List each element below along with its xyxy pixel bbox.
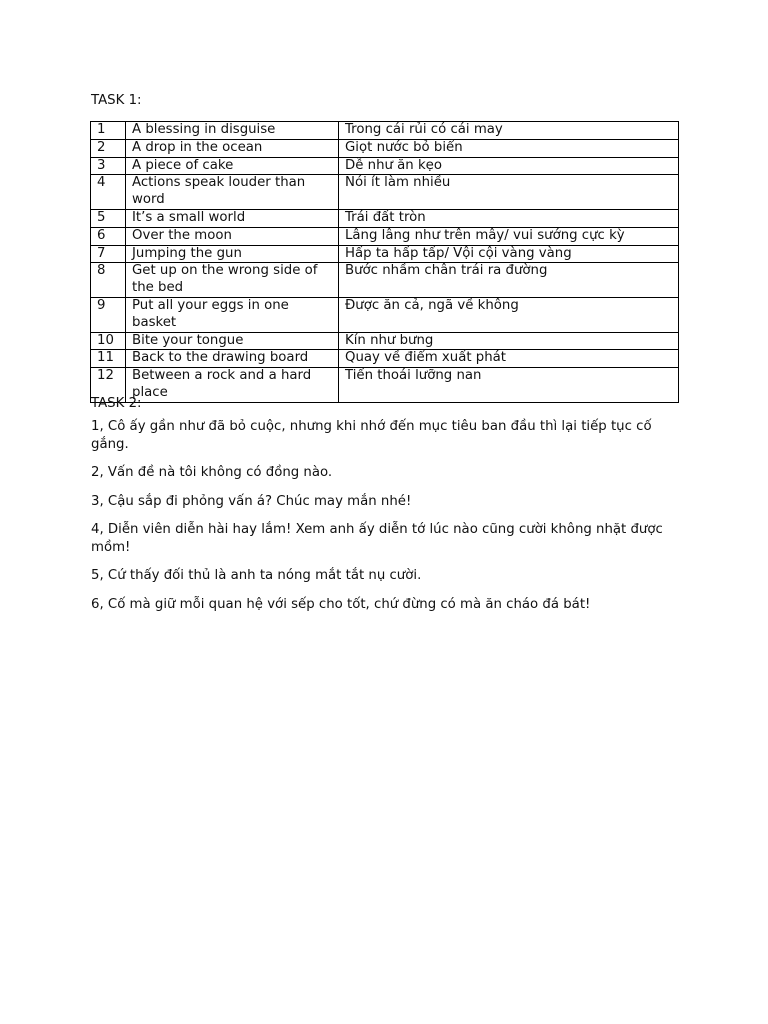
translation-sentence: 6, Cố mà giữ mỗi quan hệ với sếp cho tốt, chứ đừng có mà ăn cháo đá bát! <box>91 596 591 612</box>
english-idiom: It’s a small world <box>126 209 339 227</box>
row-number: 5 <box>91 209 126 227</box>
vietnamese-meaning: Hấp ta hấp tấp/ Vội cội vàng vàng <box>339 245 679 263</box>
english-idiom: Put all your eggs in one basket <box>126 297 339 332</box>
row-number: 9 <box>91 297 126 332</box>
task1-heading: TASK 1: <box>91 93 142 108</box>
row-number: 6 <box>91 227 126 245</box>
vietnamese-meaning: Kín như bưng <box>339 332 679 350</box>
table-row <box>91 332 679 350</box>
row-number: 1 <box>91 122 126 140</box>
vietnamese-meaning: Trái đất tròn <box>339 209 679 227</box>
english-idiom: A drop in the ocean <box>126 139 339 157</box>
translation-sentence: 4, Diễn viên diễn hài hay lắm! Xem anh ấy diễn tớ lúc nào cũng cười không nhặt được mồm! <box>91 522 663 555</box>
english-idiom: Back to the drawing board <box>126 350 339 368</box>
row-number: 4 <box>91 175 126 210</box>
english-idiom: A blessing in disguise <box>126 122 339 140</box>
table-row <box>91 122 679 140</box>
row-number: 7 <box>91 245 126 263</box>
table-row <box>91 139 679 157</box>
english-idiom: Get up on the wrong side of the bed <box>126 263 339 298</box>
vietnamese-meaning: Nói ít làm nhiều <box>339 175 679 210</box>
task2-heading: TASK 2: <box>91 396 142 411</box>
english-idiom: Over the moon <box>126 227 339 245</box>
vietnamese-meaning: Dễ như ăn kẹo <box>339 157 679 175</box>
table-row <box>91 297 679 332</box>
table-row <box>91 350 679 368</box>
task2-section <box>91 395 681 624</box>
idioms-table <box>90 121 679 403</box>
row-number: 10 <box>91 332 126 350</box>
vietnamese-meaning: Lâng lâng như trên mây/ vui sướng cực kỳ <box>339 227 679 245</box>
vietnamese-meaning: Bước nhầm chân trái ra đường <box>339 263 679 298</box>
table-row <box>91 175 679 210</box>
table-row <box>91 245 679 263</box>
english-idiom: Actions speak louder than word <box>126 175 339 210</box>
translation-sentence: 1, Cô ấy gần như đã bỏ cuộc, nhưng khi nhớ đến mục tiêu ban đầu thì lại tiếp tục cố gắng. <box>91 419 652 452</box>
row-number: 11 <box>91 350 126 368</box>
row-number: 2 <box>91 139 126 157</box>
vietnamese-meaning: Trong cái rủi có cái may <box>339 122 679 140</box>
english-idiom: Between a rock and a hard place <box>126 368 339 403</box>
english-idiom: Jumping the gun <box>126 245 339 263</box>
row-number: 8 <box>91 263 126 298</box>
vietnamese-meaning: Quay về điểm xuất phát <box>339 350 679 368</box>
row-number: 12 <box>91 368 126 403</box>
row-number: 3 <box>91 157 126 175</box>
vietnamese-meaning: Tiến thoái lưỡng nan <box>339 368 679 403</box>
table-row <box>91 209 679 227</box>
vietnamese-meaning: Được ăn cả, ngã về không <box>339 297 679 332</box>
vietnamese-meaning: Giọt nước bỏ biển <box>339 139 679 157</box>
english-idiom: A piece of cake <box>126 157 339 175</box>
table-row <box>91 263 679 298</box>
table-row <box>91 157 679 175</box>
translation-sentence: 5, Cứ thấy đối thủ là anh ta nóng mắt tắt nụ cười. <box>91 568 422 583</box>
english-idiom: Bite your tongue <box>126 332 339 350</box>
translation-sentence: 3, Cậu sắp đi phỏng vấn á? Chúc may mắn nhé! <box>91 493 412 509</box>
translation-sentence: 2, Vấn đề nà tôi không có đồng nào. <box>91 465 333 480</box>
table-row <box>91 227 679 245</box>
